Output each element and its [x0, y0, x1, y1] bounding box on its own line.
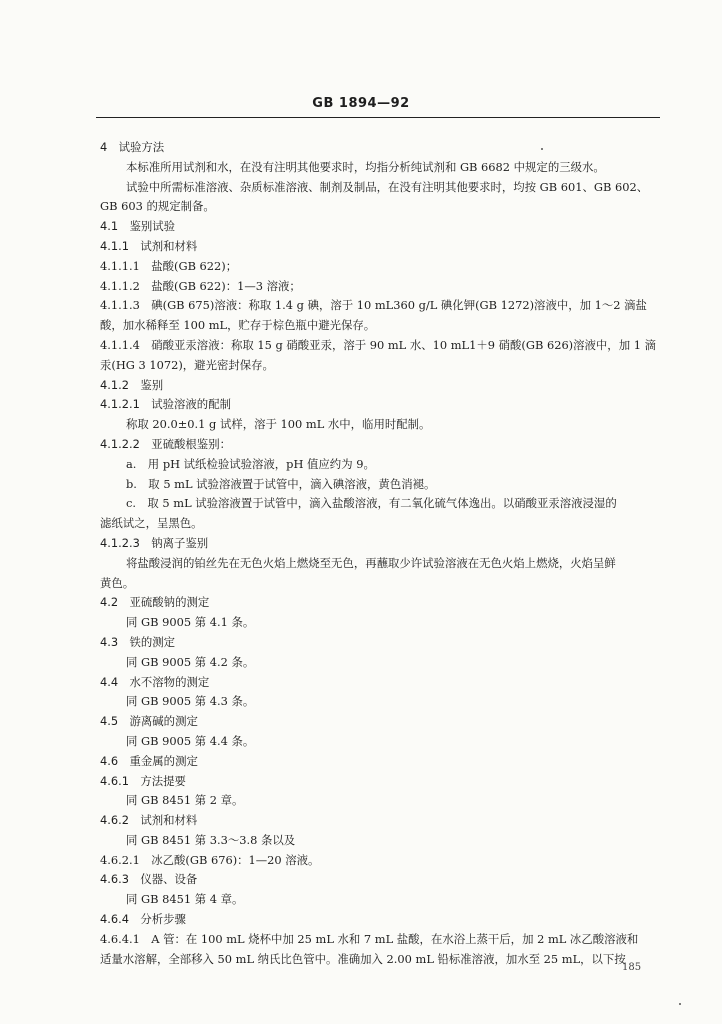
section-heading: 4.1.2.2 亚硫酸根鉴别：: [100, 436, 231, 451]
paragraph-line: 黄色。: [100, 575, 135, 590]
page-number: 185: [622, 962, 642, 973]
paragraph-line: 汞(HG 3 1072)，避光密封保存。: [100, 357, 274, 372]
section-heading: 4 试验方法: [100, 140, 165, 154]
paragraph-line: 同 GB 8451 第 2 章。: [126, 793, 244, 808]
section-heading: 4.1.2 鉴别: [100, 377, 164, 392]
header-rule: [96, 117, 660, 118]
scan-speck: [679, 1003, 681, 1005]
section-heading: 4.1.1 试剂和材料: [100, 238, 198, 253]
scan-speck: [541, 148, 543, 150]
section-heading: 4.1.2.1 试验溶液的配制: [100, 397, 231, 412]
paragraph-line: 4.1.1.1 盐酸(GB 622)；: [100, 258, 238, 273]
section-heading: 4.6.4 分析步骤: [100, 912, 186, 927]
paragraph-line: 4.1.1.2 盐酸(GB 622)：1—3 溶液；: [100, 278, 301, 293]
paragraph-line: 4.1.1.3 碘(GB 675)溶液：称取 1.4 g 碘，溶于 10 mL360 g/L 碘化钾(GB 1272)溶液中，加 1～2 滴盐: [100, 298, 647, 313]
document-body: [100, 138, 662, 969]
paragraph-line: 同 GB 9005 第 4.3 条。: [126, 694, 255, 709]
section-heading: 4.1.2.3 钠离子鉴别: [100, 535, 209, 550]
paragraph-line: 同 GB 8451 第 3.3～3.8 条以及: [126, 832, 296, 847]
paragraph-line: 称取 20.0±0.1 g 试样，溶于 100 mL 水中，临用时配制。: [126, 417, 431, 432]
paragraph-line: 同 GB 9005 第 4.2 条。: [126, 654, 255, 669]
paragraph-line: 4.1.1.4 硝酸亚汞溶液：称取 15 g 硝酸亚汞，溶于 90 mL 水、10 mL1＋9 硝酸(GB 626)溶液中，加 1 滴: [100, 337, 656, 352]
section-heading: 4.2 亚硫酸钠的测定: [100, 595, 210, 610]
paragraph-line: 4.6.4.1 A 管：在 100 mL 烧杯中加 25 mL 水和 7 mL 盐酸，在水浴上蒸干后，加 2 mL 冰乙酸溶液和: [100, 931, 639, 946]
section-heading: 4.6.2 试剂和材料: [100, 813, 198, 828]
paragraph-line: 试验中所需标准溶液、杂质标准溶液、制剂及制品，在没有注明其他要求时，均按 GB 601、GB 602、: [126, 179, 649, 194]
section-heading: 4.4 水不溶物的测定: [100, 674, 210, 689]
paragraph-line: 4.6.2.1 冰乙酸(GB 676)：1—20 溶液。: [100, 852, 320, 867]
list-item: c. 取 5 mL 试验溶液置于试管中，滴入盐酸溶液，有二氧化硫气体逸出。以硝酸亚汞溶液浸湿的: [126, 496, 617, 511]
paragraph-line: 本标准所用试剂和水，在没有注明其他要求时，均指分析纯试剂和 GB 6682 中规定的三级水。: [126, 159, 605, 174]
page-header: GB 1894—92: [312, 96, 410, 111]
list-item: a. 用 pH 试纸检验试验溶液，pH 值应约为 9。: [126, 456, 375, 471]
paragraph-line: 同 GB 9005 第 4.1 条。: [126, 615, 255, 630]
section-heading: 4.6.3 仪器、设备: [100, 872, 198, 887]
paragraph-line: 同 GB 9005 第 4.4 条。: [126, 733, 255, 748]
paragraph-line: 将盐酸浸润的铂丝先在无色火焰上燃烧至无色，再蘸取少许试验溶液在无色火焰上燃烧，火焰呈鲜: [126, 555, 616, 570]
section-heading: 4.3 铁的测定: [100, 634, 176, 649]
paragraph-line: 同 GB 8451 第 4 章。: [126, 892, 244, 907]
paragraph-line: 滤纸试之，呈黑色。: [100, 516, 203, 531]
paragraph-line: GB 603 的规定制备。: [100, 199, 215, 214]
section-heading: 4.6 重金属的测定: [100, 753, 198, 768]
section-heading: 4.1 鉴别试验: [100, 219, 176, 234]
paragraph-line: 酸，加水稀释至 100 mL，贮存于棕色瓶中避光保存。: [100, 318, 376, 333]
section-heading: 4.6.1 方法提要: [100, 773, 186, 788]
list-item: b. 取 5 mL 试验溶液置于试管中，滴入碘溶液，黄色消褪。: [126, 476, 436, 491]
section-heading: 4.5 游离碱的测定: [100, 714, 198, 729]
paragraph-line: 适量水溶解，全部移入 50 mL 纳氏比色管中。准确加入 2.00 mL 铅标准溶液，加水至 25 mL，以下按: [100, 951, 626, 966]
